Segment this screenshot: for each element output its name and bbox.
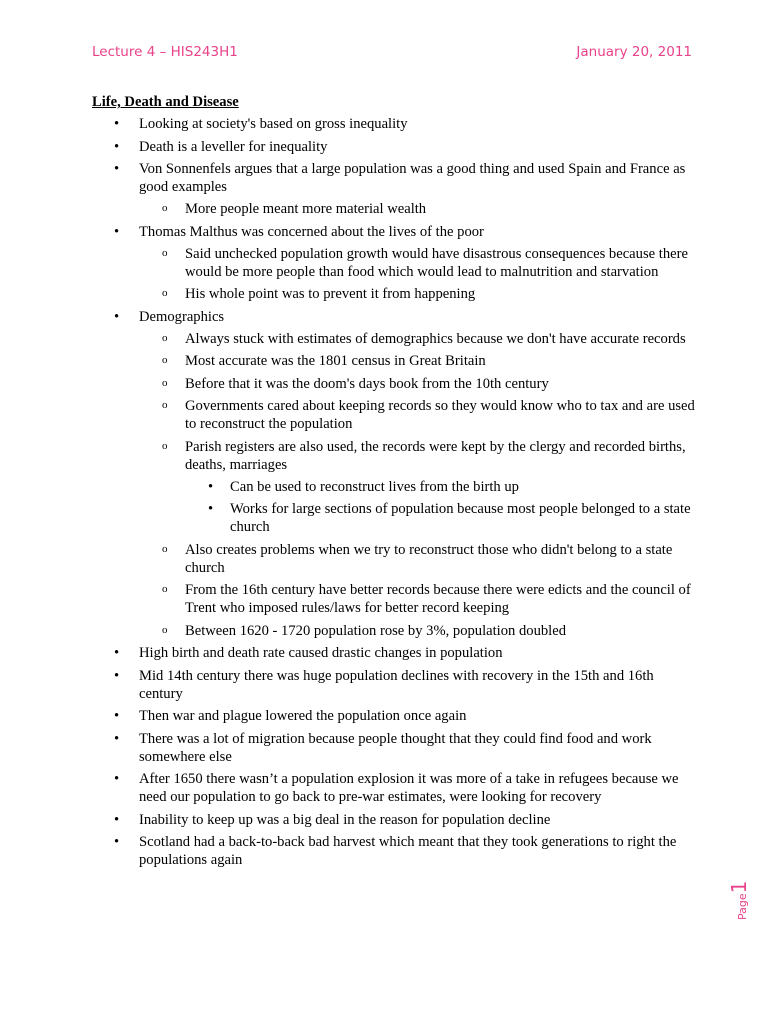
section-title: Life, Death and Disease (92, 94, 239, 110)
list-item (92, 223, 697, 304)
list-item (139, 245, 697, 281)
list-item-text: Demographics (139, 308, 225, 325)
page-label: Page (736, 893, 749, 920)
list-item (92, 138, 697, 156)
list-item-text: Most accurate was the 1801 census in Great Britain (185, 353, 486, 369)
list-item (92, 115, 697, 133)
list-item-text: Then war and plague lowered the population once again (139, 708, 467, 724)
list-item-text: Looking at society's based on gross inequality (139, 116, 408, 132)
list-item-text: Works for large sections of population because most people belonged to a state church (230, 501, 691, 535)
list-item (92, 160, 697, 218)
list-item (139, 375, 697, 393)
list-item (185, 500, 697, 536)
list-item (92, 667, 697, 703)
list-item-text: After 1650 there wasn’t a population explosion it was more of a take in refugees because we need our population to go back to pre-war estimates, were looking for recovery (139, 771, 679, 805)
list-item-text: Also creates problems when we try to reconstruct those who didn't belong to a state church (185, 541, 673, 576)
list-item-text: There was a lot of migration because people thought that they could find food and work somewhere else (139, 730, 652, 765)
list-item-text: Thomas Malthus was concerned about the lives of the poor (139, 223, 484, 240)
page-number (727, 860, 749, 920)
list-item-text: More people meant more material wealth (185, 201, 427, 217)
list-item (92, 833, 697, 869)
bullet-list (92, 115, 697, 869)
notes-body (92, 93, 697, 874)
list-item-text: Said unchecked population growth would have disastrous consequences because there would be more people than food which would lead to malnutrition and starvation (185, 245, 688, 280)
list-item (92, 770, 697, 806)
list-item-text: Governments cared about keeping records so they would know who to tax and are used to reconstruct the population (185, 398, 695, 432)
page-number-value: 1 (727, 880, 751, 894)
list-item-text: Inability to keep up was a big deal in the reason for population decline (139, 811, 551, 828)
list-item (139, 352, 697, 370)
list-item-text: Can be used to reconstruct lives from the birth up (230, 478, 519, 495)
list-item (139, 285, 697, 303)
list-item-text: Von Sonnenfels argues that a large population was a good thing and used Spain and France as good examples (139, 161, 686, 195)
list-item (139, 581, 697, 617)
list-item-text: From the 16th century have better records because there were edicts and the council of Trent who imposed rules/laws for better record keeping (185, 582, 691, 616)
list-item (139, 541, 697, 577)
list-item-text: His whole point was to prevent it from happening (185, 286, 476, 302)
list-item-text: Between 1620 - 1720 population rose by 3%, population doubled (185, 622, 566, 639)
list-item (92, 811, 697, 829)
list-item (92, 644, 697, 662)
list-item (139, 200, 697, 218)
list-item (139, 622, 697, 640)
header-date: January 20, 2011 (576, 44, 692, 60)
list-item (139, 330, 697, 348)
list-item (92, 308, 697, 640)
list-item (185, 478, 697, 496)
list-item (139, 397, 697, 433)
page-header (92, 44, 692, 66)
list-item-text: High birth and death rate caused drastic changes in population (139, 645, 503, 661)
list-item-text: Always stuck with estimates of demographics because we don't have accurate records (185, 330, 686, 347)
list-item (139, 438, 697, 537)
list-item (92, 707, 697, 725)
sub-list (139, 330, 697, 640)
list-item-text: Scotland had a back-to-back bad harvest which meant that they took generations to right the populations again (139, 834, 677, 868)
sub-list (185, 478, 697, 537)
header-course: Lecture 4 – HIS243H1 (92, 44, 238, 60)
list-item (92, 730, 697, 766)
list-item-text: Before that it was the doom's days book from the 10th century (185, 375, 549, 392)
sub-list (139, 245, 697, 304)
list-item-text: Mid 14th century there was huge population declines with recovery in the 15th and 16th century (139, 667, 654, 702)
sub-list (139, 200, 697, 218)
list-item-text: Parish registers are also used, the records were kept by the clergy and recorded births, deaths, marriages (185, 438, 686, 473)
list-item-text: Death is a leveller for inequality (139, 138, 328, 155)
